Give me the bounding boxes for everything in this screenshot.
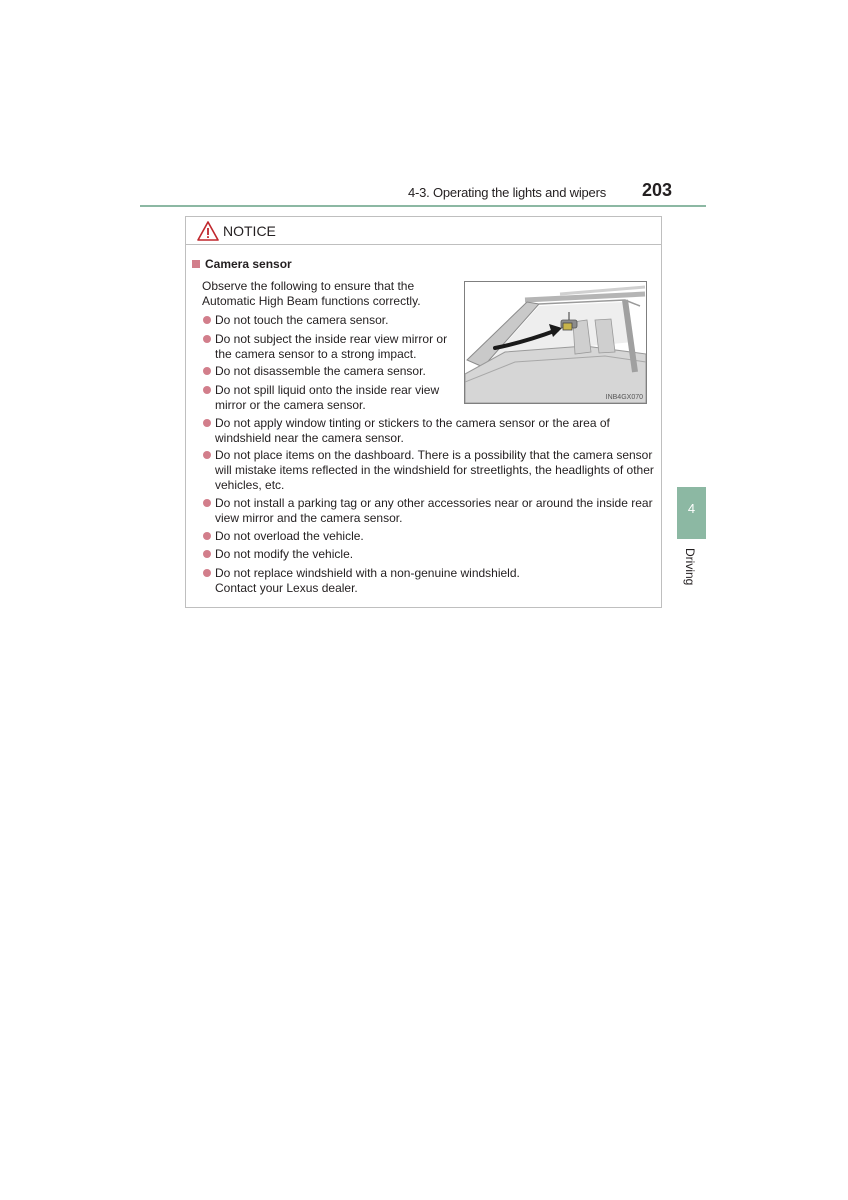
list-item bbox=[202, 529, 660, 544]
list-item-text: Do not modify the vehicle. bbox=[215, 547, 354, 561]
illustration-code: INB4GX070 bbox=[605, 394, 643, 401]
bullet-dot-icon bbox=[203, 316, 211, 324]
list-item bbox=[202, 496, 660, 526]
list-item bbox=[202, 547, 660, 562]
bullet-dot-icon bbox=[203, 386, 211, 394]
list-item bbox=[202, 383, 462, 413]
list-item bbox=[202, 332, 462, 362]
chapter-tab bbox=[677, 487, 706, 539]
warning-icon bbox=[197, 221, 219, 241]
section-title: 4-3. Operating the lights and wipers bbox=[407, 185, 606, 200]
header-rule bbox=[140, 205, 706, 207]
list-item bbox=[202, 416, 660, 446]
bullet-dot-icon bbox=[203, 367, 211, 375]
section-heading bbox=[192, 257, 292, 271]
bullet-dot-icon bbox=[203, 451, 211, 459]
bullet-dot-icon bbox=[203, 550, 211, 558]
list-item bbox=[202, 313, 462, 328]
list-item-text: Do not replace windshield with a non-genuine windshield. Contact your Lexus dealer. bbox=[215, 566, 520, 595]
list-item bbox=[202, 364, 462, 379]
list-item-text: Do not install a parking tag or any other accessories near or around the inside rear view mirror and the camera sensor. bbox=[215, 496, 653, 525]
list-item-text: Do not apply window tinting or stickers to the camera sensor or the area of windshield near the camera sensor. bbox=[215, 416, 610, 445]
notice-header bbox=[186, 217, 661, 245]
list-item-text: Do not subject the inside rear view mirror or the camera sensor to a strong impact. bbox=[215, 332, 448, 361]
camera-sensor-illustration bbox=[464, 281, 647, 404]
list-item-text: Do not disassemble the camera sensor. bbox=[215, 364, 426, 378]
list-item-text: Do not spill liquid onto the inside rear view mirror or the camera sensor. bbox=[215, 383, 440, 412]
bullet-dot-icon bbox=[203, 569, 211, 577]
chapter-number: 4 bbox=[687, 501, 696, 516]
notice-box bbox=[185, 216, 662, 608]
car-interior-drawing bbox=[465, 282, 646, 403]
bullet-dot-icon bbox=[203, 419, 211, 427]
list-item bbox=[202, 566, 542, 596]
list-item bbox=[202, 448, 660, 493]
section-heading-label: Camera sensor bbox=[205, 257, 292, 271]
intro-text: Observe the following to ensure that the Automatic High Beam functions correctly. bbox=[202, 279, 421, 308]
list-item-text: Do not touch the camera sensor. bbox=[215, 313, 389, 327]
notice-title: NOTICE bbox=[223, 223, 276, 239]
bullet-dot-icon bbox=[203, 335, 211, 343]
bullet-dot-icon bbox=[203, 532, 211, 540]
chapter-label: Driving bbox=[683, 548, 697, 586]
list-item-text: Do not overload the vehicle. bbox=[215, 529, 364, 543]
square-bullet-icon bbox=[192, 260, 200, 268]
page-number: 203 bbox=[641, 180, 672, 200]
list-item-text: Do not place items on the dashboard. There is a possibility that the camera sensor will mistake items reflected in the windshield for streetlights, the headlights of other vehicles, etc. bbox=[215, 448, 654, 492]
bullet-dot-icon bbox=[203, 499, 211, 507]
